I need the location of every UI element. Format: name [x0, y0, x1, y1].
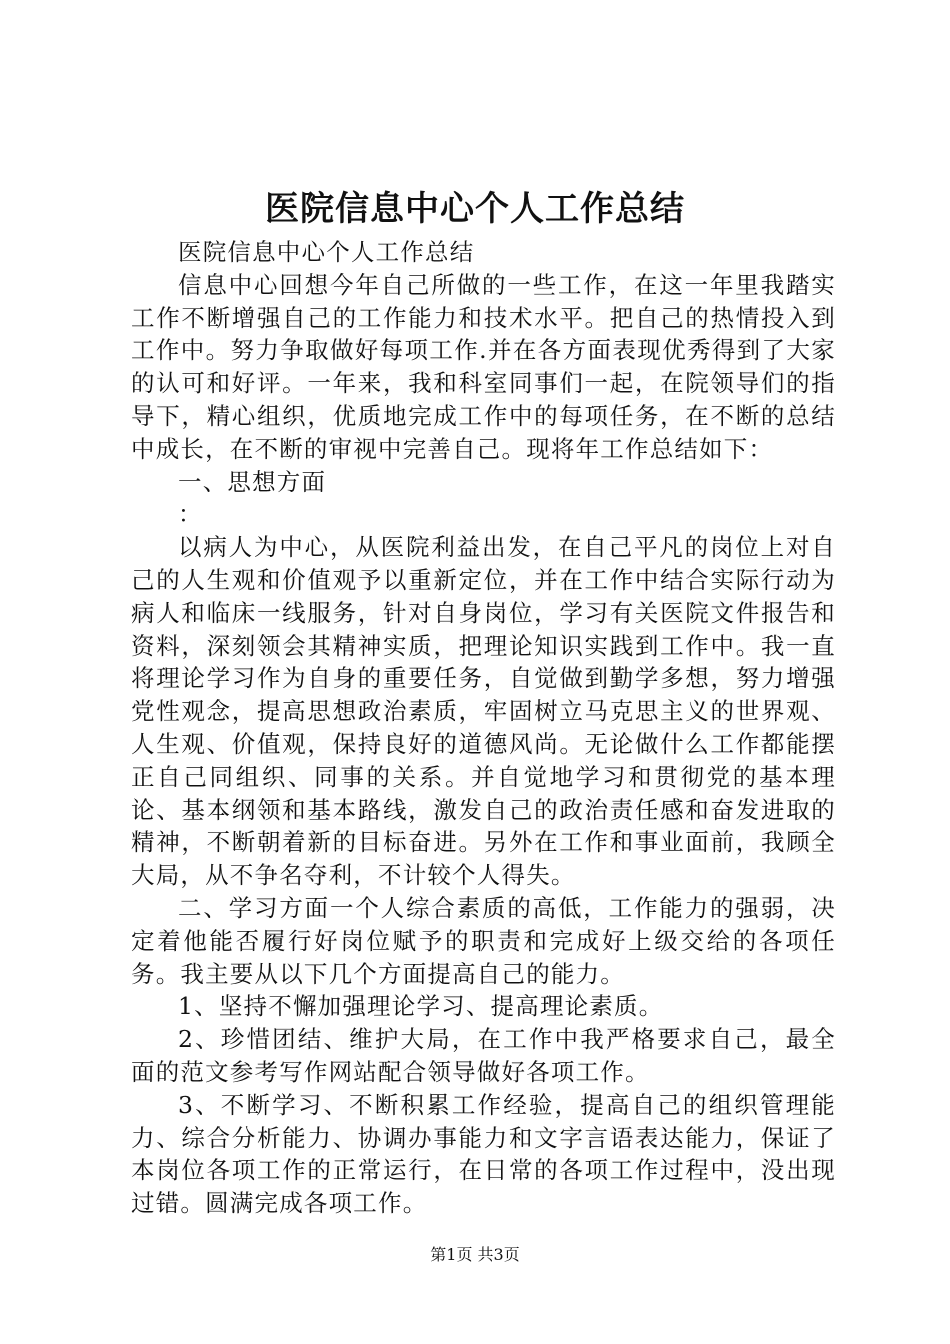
list-item-1: 1、坚持不懈加强理论学习、提高理论素质。 [178, 992, 664, 1021]
paragraph-intro: 信息中心回想今年自己所做的一些工作，在这一年里我踏实工作不断增强自己的工作能力和技术水平。把自己的热情投入到工作中。努力争取做好每项工作.并在各方面表现优秀得到了大家的认可和好评。一年来，我和科室同事们一起，在院领导们的指导下，精心组织，优质地完成工作中的每项任务，在不断的总结中成长，在不断的审视中完善自己。现将年工作总结如下： [131, 270, 836, 463]
list-item-2: 2、珍惜团结、维护大局，在工作中我严格要求自己，最全面的范文参考写作网站配合领导做好各项工作。 [131, 1025, 836, 1086]
paragraph-study: 二、学习方面一个人综合素质的高低，工作能力的强弱，决定着他能否履行好岗位赋予的职责和完成好上级交给的各项任务。我主要从以下几个方面提高自己的能力。 [131, 893, 836, 988]
page-footer [0, 1244, 950, 1266]
paragraph-thought-body: 以病人为中心，从医院利益出发，在自己平凡的岗位上对自己的人生观和价值观予以重新定位，并在工作中结合实际行动为病人和临床一线服务，针对自身岗位，学习有关医院文件报告和资料，深刻领会其精神实质，把理论知识实践到工作中。我一直将理论学习作为自身的重要任务，自觉做到勤学多想，努力增强党性观念，提高思想政治素质，牢固树立马克思主义的世界观、人生观、价值观，保持良好的道德风尚。无论做什么工作都能摆正自己同组织、同事的关系。并自觉地学习和贯彻党的基本理论、基本纲领和基本路线，激发自己的政治责任感和奋发进取的精神，不断朝着新的目标奋进。另外在工作和事业面前，我顾全大局，从不争名夺利，不计较个人得失。 [131, 533, 836, 890]
paragraph-colon: ： [178, 500, 203, 529]
document-title: 医院信息中心个人工作总结 [265, 189, 685, 229]
document-body [131, 236, 836, 1220]
list-item-3: 3、不断学习、不断积累工作经验，提高自己的组织管理能力、综合分析能力、协调办事能力和文字言语表达能力，保证了本岗位各项工作的正常运行，在日常的各项工作过程中，没出现过错。圆满完成各项工作。 [131, 1090, 836, 1218]
page-number: 第1页 共3页 [430, 1245, 520, 1264]
heading-thought: 一、思想方面 [178, 467, 327, 496]
paragraph-subtitle: 医院信息中心个人工作总结 [178, 238, 475, 266]
